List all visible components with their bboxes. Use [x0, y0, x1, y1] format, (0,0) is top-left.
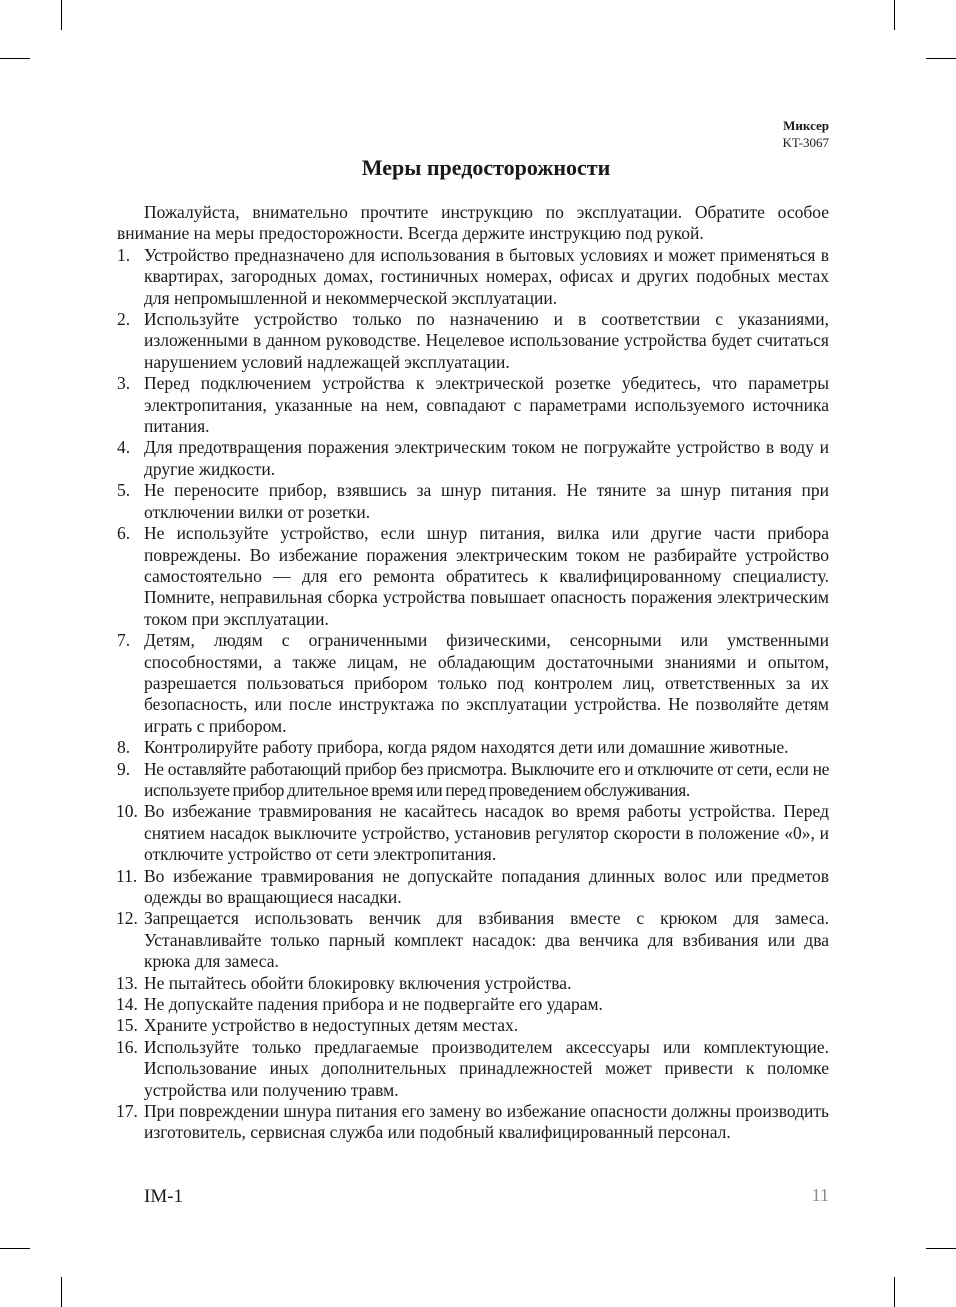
- list-item-number: 8.: [117, 737, 131, 758]
- list-item: [117, 1015, 829, 1036]
- crop-mark-top-right-h: [926, 58, 956, 59]
- list-item-text: Не допускайте падения прибора и не подвергайте его ударам.: [144, 994, 603, 1015]
- list-item-number: 9.: [117, 758, 131, 779]
- list-item: [117, 908, 829, 972]
- list-item: [117, 437, 829, 480]
- list-item-text: При повреждении шнура питания его замену во избежание опасности должны производить изготовитель, сервисная служба или подобный квалифицированный персонал.: [144, 1101, 829, 1143]
- list-item-text: Детям, людям с ограниченными физическими, сенсорными или умственными способностями, а также лицам, не обладающим достаточными знаниями и опытом, разрешается пользоваться прибором только под контролем лиц, ответственных за их безопасность, или после инструктажа по эксплуатации устройства. Не позволяйте детям играть с прибором.: [144, 630, 829, 736]
- list-item: [117, 309, 829, 373]
- crop-mark-top-right: [894, 0, 895, 30]
- list-item: [117, 737, 829, 758]
- crop-mark-bottom-left: [61, 1277, 62, 1307]
- list-item-number: 7.: [117, 630, 131, 651]
- page-title: Меры предосторожности: [361, 155, 611, 180]
- list-item-number: 15.: [116, 1015, 138, 1036]
- list-item-number: 5.: [117, 480, 131, 501]
- list-item-number: 10.: [116, 801, 138, 822]
- list-item-text: Во избежание травмирования не допускайте попадания длинных волос или предметов одежды во вращающиеся насадки.: [144, 865, 829, 907]
- document-code: IM-1: [144, 1186, 184, 1207]
- list-item: [117, 994, 829, 1015]
- list-item: [117, 245, 829, 309]
- list-item-number: 12.: [116, 908, 138, 929]
- list-item-text: Не используйте устройство, если шнур питания, вилка или другие части прибора повреждены. Во избежание поражения электрическим током не разбирайте устройство самостоятельно — для его ремонта обратитесь к квалифицированному специалисту. Помните, неправильная сборка устройства повышает опасность поражения электрическим током при эксплуатации.: [144, 523, 829, 629]
- list-item: [117, 1037, 829, 1101]
- list-item-text: Запрещается использовать венчик для взбивания вместе с крюком для замеса. Устанавливайте только парный комплект насадок: два венчика для взбивания или два крюка для замеса.: [144, 908, 829, 972]
- list-item-number: 6.: [117, 523, 131, 544]
- list-item-text: Используйте устройство только по назначению и в соответствии с указаниями, изложенными в данном руководстве. Нецелевое использование устройства будет считаться нарушением условий надлежащей эксплуатации.: [144, 309, 829, 372]
- list-item: [117, 373, 829, 437]
- list-item-number: 17.: [116, 1101, 138, 1122]
- list-item-number: 4.: [117, 437, 131, 458]
- crop-mark-top-left: [61, 0, 62, 30]
- page-number: 11: [811, 1185, 829, 1205]
- page-header: [783, 117, 829, 151]
- list-item: [117, 866, 829, 909]
- list-item: [117, 973, 829, 994]
- list-item: [117, 630, 829, 737]
- list-item-text: Не оставляйте работающий прибор без присмотра. Выключите его и отключите от сети, если не используете прибор длительное время или перед проведением обслуживания.: [144, 758, 829, 800]
- intro-paragraph: Пожалуйста, внимательно прочтите инструкцию по эксплуатации. Обратите особое внимание на меры предосторожности. Всегда держите инструкцию под рукой.: [117, 202, 829, 244]
- list-item-text: Контролируйте работу прибора, когда рядом находятся дети или домашние животные.: [144, 737, 789, 758]
- crop-mark-bottom-right: [894, 1277, 895, 1307]
- list-item-text: Для предотвращения поражения электрическим током не погружайте устройство в воду и другие жидкости.: [144, 437, 829, 479]
- list-item: [117, 1101, 829, 1144]
- list-item: [117, 759, 829, 802]
- list-item: [117, 480, 829, 523]
- list-item-number: 16.: [116, 1036, 138, 1057]
- list-item-number: 1.: [117, 244, 131, 265]
- list-item-number: 13.: [116, 972, 138, 993]
- list-item-text: Используйте только предлагаемые производителем аксессуары или комплектующие. Использование иных дополнительных принадлежностей может привести к поломке устройства или получению травм.: [144, 1036, 829, 1100]
- list-item-number: 11.: [116, 865, 138, 886]
- product-model: KT-3067: [782, 135, 829, 150]
- list-item-number: 2.: [117, 309, 131, 330]
- crop-mark-bottom-right-h: [926, 1248, 956, 1249]
- list-item-text: Не переносите прибор, взявшись за шнур питания. Не тяните за шнур питания при отключении вилки от розетки.: [144, 480, 829, 522]
- list-item-text: Не пытайтесь обойти блокировку включения устройства.: [144, 972, 572, 993]
- list-item-text: Устройство предназначено для использования в бытовых условиях и может применяться в квартирах, загородных домах, гостиничных номерах, офисах и других подобных местах для непромышленной и некоммерческой эксплуатации.: [144, 244, 829, 308]
- list-item: [117, 523, 829, 630]
- crop-mark-bottom-left-h: [0, 1248, 30, 1249]
- list-item-text: Перед подключением устройства к электрической розетке убедитесь, что параметры электропитания, указанные на нем, совпадают с параметрами используемого источника питания.: [144, 373, 829, 437]
- list-item-text: Во избежание травмирования не касайтесь насадок во время работы устройства. Перед снятием насадок выключите устройство, установив регулятор скорости в положение «0», и отключите устройство от сети электропитания.: [144, 801, 829, 865]
- crop-mark-top-left-h: [0, 58, 30, 59]
- list-item-text: Храните устройство в недоступных детям местах.: [144, 1015, 519, 1036]
- rules-list: [117, 245, 829, 1144]
- product-name: Миксер: [783, 118, 829, 133]
- content: [117, 202, 829, 1144]
- list-item-number: 3.: [117, 373, 131, 394]
- list-item-number: 14.: [116, 994, 138, 1015]
- list-item: [117, 801, 829, 865]
